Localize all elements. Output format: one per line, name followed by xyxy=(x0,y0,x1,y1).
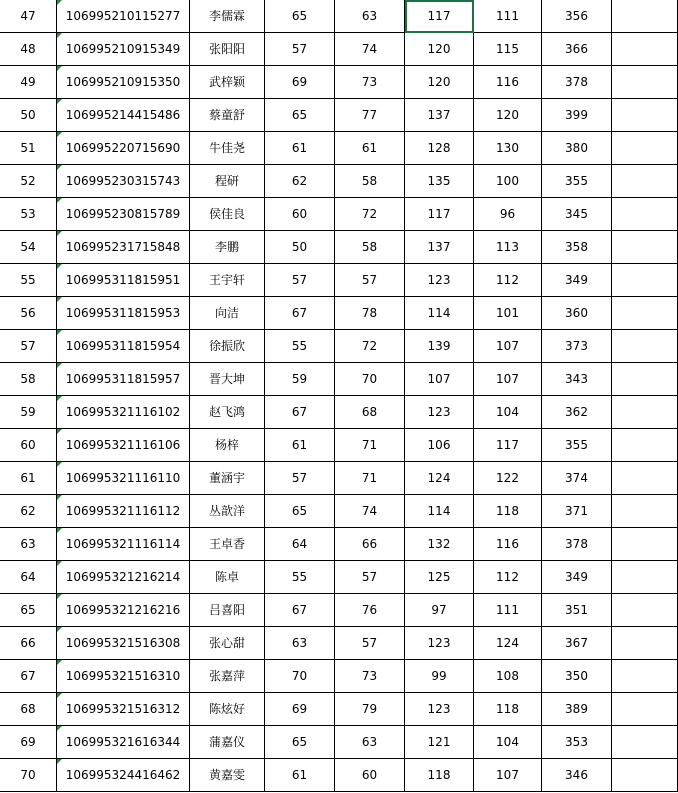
cell-text: 106995311815957 xyxy=(65,372,181,386)
note-cell[interactable] xyxy=(612,66,678,99)
score1-cell[interactable]: 60 xyxy=(265,198,335,231)
note-cell[interactable] xyxy=(612,561,678,594)
score2-cell[interactable]: 72 xyxy=(335,330,405,363)
score3-cell[interactable]: 121 xyxy=(405,726,474,759)
row-number-cell[interactable]: 56 xyxy=(0,297,57,330)
score1-cell[interactable]: 59 xyxy=(265,363,335,396)
table-row xyxy=(0,66,678,99)
table-row xyxy=(0,99,678,132)
score3-cell[interactable]: 123 xyxy=(405,693,474,726)
row-number-cell[interactable]: 69 xyxy=(0,726,57,759)
name-cell[interactable]: 张阳阳 xyxy=(190,33,265,66)
score2-cell[interactable]: 71 xyxy=(335,429,405,462)
score3-cell[interactable]: 97 xyxy=(405,594,474,627)
score3-cell[interactable]: 117 xyxy=(405,0,474,33)
exam-id-cell[interactable] xyxy=(57,264,190,297)
name-cell[interactable]: 王卓香 xyxy=(190,528,265,561)
total-cell[interactable]: 345 xyxy=(542,198,612,231)
score3-cell[interactable]: 132 xyxy=(405,528,474,561)
note-cell[interactable] xyxy=(612,726,678,759)
score3-cell[interactable]: 124 xyxy=(405,462,474,495)
table-row xyxy=(0,330,678,363)
score4-cell[interactable]: 118 xyxy=(474,693,542,726)
score4-cell[interactable]: 118 xyxy=(474,495,542,528)
score2-cell[interactable]: 72 xyxy=(335,198,405,231)
name-cell[interactable]: 晋大坤 xyxy=(190,363,265,396)
error-indicator-icon xyxy=(57,231,62,236)
cell-text: 106995230815789 xyxy=(65,207,181,221)
name-cell[interactable]: 赵飞鸿 xyxy=(190,396,265,429)
exam-id-cell[interactable] xyxy=(57,561,190,594)
score1-cell[interactable]: 61 xyxy=(265,132,335,165)
score1-cell[interactable]: 67 xyxy=(265,594,335,627)
cell-text: 106995214415486 xyxy=(65,108,181,122)
error-indicator-icon xyxy=(57,264,62,269)
error-indicator-icon xyxy=(57,33,62,38)
exam-id-cell[interactable] xyxy=(57,660,190,693)
table-row xyxy=(0,627,678,660)
score4-cell[interactable]: 130 xyxy=(474,132,542,165)
row-number-cell[interactable]: 48 xyxy=(0,33,57,66)
score3-cell[interactable]: 139 xyxy=(405,330,474,363)
row-number-cell[interactable]: 52 xyxy=(0,165,57,198)
cell-text: 106995231715848 xyxy=(65,240,181,254)
total-cell[interactable]: 346 xyxy=(542,759,612,792)
score4-cell[interactable]: 115 xyxy=(474,33,542,66)
name-cell[interactable]: 董涵宇 xyxy=(190,462,265,495)
score4-cell[interactable]: 117 xyxy=(474,429,542,462)
cell-text: 106995321116114 xyxy=(65,537,181,551)
exam-id-cell[interactable] xyxy=(57,495,190,528)
score4-cell[interactable]: 111 xyxy=(474,0,542,33)
score3-cell[interactable]: 118 xyxy=(405,759,474,792)
score1-cell[interactable]: 61 xyxy=(265,429,335,462)
score2-cell[interactable]: 78 xyxy=(335,297,405,330)
error-indicator-icon xyxy=(57,561,62,566)
row-number-cell[interactable]: 49 xyxy=(0,66,57,99)
score2-cell[interactable]: 73 xyxy=(335,660,405,693)
exam-id-cell[interactable] xyxy=(57,594,190,627)
score4-cell[interactable]: 100 xyxy=(474,165,542,198)
row-number-cell[interactable]: 67 xyxy=(0,660,57,693)
cell-text: 106995321516308 xyxy=(65,636,181,650)
name-cell[interactable]: 武梓颖 xyxy=(190,66,265,99)
total-cell[interactable]: 358 xyxy=(542,231,612,264)
name-cell[interactable]: 陈卓 xyxy=(190,561,265,594)
score3-cell[interactable]: 123 xyxy=(405,627,474,660)
table-row xyxy=(0,165,678,198)
table-row xyxy=(0,429,678,462)
row-number-cell[interactable]: 64 xyxy=(0,561,57,594)
row-number-cell[interactable]: 61 xyxy=(0,462,57,495)
row-number-cell[interactable]: 55 xyxy=(0,264,57,297)
row-number-cell[interactable]: 50 xyxy=(0,99,57,132)
error-indicator-icon xyxy=(57,363,62,368)
name-cell[interactable]: 侯佳良 xyxy=(190,198,265,231)
total-cell[interactable]: 371 xyxy=(542,495,612,528)
total-cell[interactable]: 374 xyxy=(542,462,612,495)
exam-id-cell[interactable] xyxy=(57,363,190,396)
row-number-cell[interactable]: 70 xyxy=(0,759,57,792)
cell-text: 106995321616344 xyxy=(65,735,181,749)
score1-cell[interactable]: 57 xyxy=(265,33,335,66)
score4-cell[interactable]: 113 xyxy=(474,231,542,264)
name-cell[interactable]: 程研 xyxy=(190,165,265,198)
score4-cell[interactable]: 101 xyxy=(474,297,542,330)
table-row xyxy=(0,759,678,792)
exam-id-cell[interactable] xyxy=(57,33,190,66)
score1-cell[interactable]: 50 xyxy=(265,231,335,264)
cell-text: 106995311815951 xyxy=(65,273,181,287)
score1-cell[interactable]: 57 xyxy=(265,264,335,297)
score3-cell[interactable]: 123 xyxy=(405,264,474,297)
cell-text: 106995210915349 xyxy=(65,42,181,56)
table-row xyxy=(0,198,678,231)
score3-cell[interactable]: 137 xyxy=(405,99,474,132)
error-indicator-icon xyxy=(57,660,62,665)
score1-cell[interactable]: 70 xyxy=(265,660,335,693)
error-indicator-icon xyxy=(57,462,62,467)
exam-id-cell[interactable] xyxy=(57,627,190,660)
exam-id-cell[interactable] xyxy=(57,330,190,363)
score1-cell[interactable]: 55 xyxy=(265,561,335,594)
table-row xyxy=(0,528,678,561)
row-number-cell[interactable]: 58 xyxy=(0,363,57,396)
exam-id-cell[interactable] xyxy=(57,231,190,264)
note-cell[interactable] xyxy=(612,594,678,627)
table-row xyxy=(0,594,678,627)
score1-cell[interactable]: 65 xyxy=(265,0,335,33)
total-cell[interactable]: 380 xyxy=(542,132,612,165)
score1-cell[interactable]: 63 xyxy=(265,627,335,660)
row-number-cell[interactable]: 63 xyxy=(0,528,57,561)
cell-text: 106995210115277 xyxy=(65,9,181,23)
cell-text: 106995311815953 xyxy=(65,306,181,320)
table-row xyxy=(0,396,678,429)
name-cell[interactable]: 吕喜阳 xyxy=(190,594,265,627)
score3-cell[interactable]: 99 xyxy=(405,660,474,693)
cell-text: 106995321116110 xyxy=(65,471,181,485)
note-cell[interactable] xyxy=(612,363,678,396)
cell-text: 106995210915350 xyxy=(65,75,181,89)
score2-cell[interactable]: 58 xyxy=(335,165,405,198)
score4-cell[interactable]: 120 xyxy=(474,99,542,132)
total-cell[interactable]: 353 xyxy=(542,726,612,759)
score3-cell[interactable]: 120 xyxy=(405,66,474,99)
table-row xyxy=(0,297,678,330)
score4-cell[interactable]: 108 xyxy=(474,660,542,693)
score2-cell[interactable]: 74 xyxy=(335,495,405,528)
name-cell[interactable]: 张嘉萍 xyxy=(190,660,265,693)
score2-cell[interactable]: 73 xyxy=(335,66,405,99)
note-cell[interactable] xyxy=(612,264,678,297)
score3-cell[interactable]: 120 xyxy=(405,33,474,66)
table-row xyxy=(0,264,678,297)
exam-id-cell[interactable] xyxy=(57,462,190,495)
name-cell[interactable]: 蒲嘉仪 xyxy=(190,726,265,759)
name-cell[interactable]: 牛佳尧 xyxy=(190,132,265,165)
name-cell[interactable]: 杨梓 xyxy=(190,429,265,462)
total-cell[interactable]: 349 xyxy=(542,264,612,297)
total-cell[interactable]: 389 xyxy=(542,693,612,726)
error-indicator-icon xyxy=(57,528,62,533)
score4-cell[interactable]: 116 xyxy=(474,66,542,99)
note-cell[interactable] xyxy=(612,33,678,66)
row-number-cell[interactable]: 51 xyxy=(0,132,57,165)
row-number-cell[interactable]: 65 xyxy=(0,594,57,627)
note-cell[interactable] xyxy=(612,330,678,363)
name-cell[interactable]: 丛歆洋 xyxy=(190,495,265,528)
row-number-cell[interactable]: 68 xyxy=(0,693,57,726)
score2-cell[interactable]: 57 xyxy=(335,627,405,660)
exam-id-cell[interactable] xyxy=(57,396,190,429)
score3-cell[interactable]: 114 xyxy=(405,495,474,528)
exam-id-cell[interactable] xyxy=(57,528,190,561)
score3-cell[interactable]: 114 xyxy=(405,297,474,330)
cell-text: 106995311815954 xyxy=(65,339,181,353)
name-cell[interactable]: 徐振欣 xyxy=(190,330,265,363)
error-indicator-icon xyxy=(57,759,62,764)
table-row xyxy=(0,363,678,396)
score2-cell[interactable]: 60 xyxy=(335,759,405,792)
error-indicator-icon xyxy=(57,66,62,71)
total-cell[interactable]: 343 xyxy=(542,363,612,396)
row-number-cell[interactable]: 47 xyxy=(0,0,57,33)
total-cell[interactable]: 378 xyxy=(542,528,612,561)
table-row xyxy=(0,693,678,726)
error-indicator-icon xyxy=(57,165,62,170)
note-cell[interactable] xyxy=(612,462,678,495)
score1-cell[interactable]: 69 xyxy=(265,693,335,726)
score2-cell[interactable]: 61 xyxy=(335,132,405,165)
error-indicator-icon xyxy=(57,132,62,137)
note-cell[interactable] xyxy=(612,627,678,660)
note-cell[interactable] xyxy=(612,198,678,231)
error-indicator-icon xyxy=(57,726,62,731)
row-number-cell[interactable]: 62 xyxy=(0,495,57,528)
table-row xyxy=(0,660,678,693)
score4-cell[interactable]: 107 xyxy=(474,759,542,792)
score3-cell[interactable]: 117 xyxy=(405,198,474,231)
exam-id-cell[interactable] xyxy=(57,429,190,462)
score4-cell[interactable]: 104 xyxy=(474,726,542,759)
score1-cell[interactable]: 69 xyxy=(265,66,335,99)
error-indicator-icon xyxy=(57,198,62,203)
exam-id-cell[interactable] xyxy=(57,693,190,726)
error-indicator-icon xyxy=(57,594,62,599)
note-cell[interactable] xyxy=(612,231,678,264)
table-row xyxy=(0,33,678,66)
exam-id-cell[interactable] xyxy=(57,0,190,33)
score3-cell[interactable]: 107 xyxy=(405,363,474,396)
error-indicator-icon xyxy=(57,330,62,335)
score1-cell[interactable]: 55 xyxy=(265,330,335,363)
score1-cell[interactable]: 62 xyxy=(265,165,335,198)
exam-id-cell[interactable] xyxy=(57,198,190,231)
name-cell[interactable]: 李鹏 xyxy=(190,231,265,264)
total-cell[interactable]: 351 xyxy=(542,594,612,627)
score3-cell[interactable]: 123 xyxy=(405,396,474,429)
table-row xyxy=(0,462,678,495)
score3-cell[interactable]: 137 xyxy=(405,231,474,264)
cell-text: 106995230315743 xyxy=(65,174,181,188)
note-cell[interactable] xyxy=(612,693,678,726)
table-row xyxy=(0,231,678,264)
table-row xyxy=(0,495,678,528)
note-cell[interactable] xyxy=(612,759,678,792)
table-row xyxy=(0,561,678,594)
score1-cell[interactable]: 65 xyxy=(265,495,335,528)
note-cell[interactable] xyxy=(612,396,678,429)
score2-cell[interactable]: 74 xyxy=(335,33,405,66)
score3-cell[interactable]: 128 xyxy=(405,132,474,165)
score1-cell[interactable]: 57 xyxy=(265,462,335,495)
name-cell[interactable]: 张心甜 xyxy=(190,627,265,660)
note-cell[interactable] xyxy=(612,132,678,165)
row-number-cell[interactable]: 57 xyxy=(0,330,57,363)
score2-cell[interactable]: 66 xyxy=(335,528,405,561)
score4-cell[interactable]: 111 xyxy=(474,594,542,627)
score4-cell[interactable]: 107 xyxy=(474,330,542,363)
cell-text: 106995321516310 xyxy=(65,669,181,683)
total-cell[interactable]: 362 xyxy=(542,396,612,429)
score2-cell[interactable]: 68 xyxy=(335,396,405,429)
score2-cell[interactable]: 63 xyxy=(335,0,405,33)
score1-cell[interactable]: 61 xyxy=(265,759,335,792)
cell-text: 106995321116106 xyxy=(65,438,181,452)
cell-text: 106995324416462 xyxy=(65,768,181,782)
row-number-cell[interactable]: 59 xyxy=(0,396,57,429)
name-cell[interactable]: 陈炫好 xyxy=(190,693,265,726)
table-row xyxy=(0,0,678,33)
note-cell[interactable] xyxy=(612,660,678,693)
error-indicator-icon xyxy=(57,495,62,500)
cell-text: 106995321516312 xyxy=(65,702,181,716)
total-cell[interactable]: 378 xyxy=(542,66,612,99)
table-row xyxy=(0,726,678,759)
note-cell[interactable] xyxy=(612,0,678,33)
total-cell[interactable]: 350 xyxy=(542,660,612,693)
score2-cell[interactable]: 76 xyxy=(335,594,405,627)
exam-id-cell[interactable] xyxy=(57,165,190,198)
score4-cell[interactable]: 116 xyxy=(474,528,542,561)
error-indicator-icon xyxy=(57,429,62,434)
name-cell[interactable]: 向洁 xyxy=(190,297,265,330)
row-number-cell[interactable]: 60 xyxy=(0,429,57,462)
name-cell[interactable]: 蔡童舒 xyxy=(190,99,265,132)
error-indicator-icon xyxy=(57,627,62,632)
score4-cell[interactable]: 107 xyxy=(474,363,542,396)
score1-cell[interactable]: 65 xyxy=(265,99,335,132)
note-cell[interactable] xyxy=(612,429,678,462)
score2-cell[interactable]: 57 xyxy=(335,561,405,594)
error-indicator-icon xyxy=(57,297,62,302)
total-cell[interactable]: 366 xyxy=(542,33,612,66)
score3-cell[interactable]: 106 xyxy=(405,429,474,462)
score4-cell[interactable]: 96 xyxy=(474,198,542,231)
name-cell[interactable]: 王宇轩 xyxy=(190,264,265,297)
exam-id-cell[interactable] xyxy=(57,132,190,165)
cell-text: 106995220715690 xyxy=(65,141,181,155)
score3-cell[interactable]: 125 xyxy=(405,561,474,594)
total-cell[interactable]: 373 xyxy=(542,330,612,363)
name-cell[interactable]: 黄嘉雯 xyxy=(190,759,265,792)
note-cell[interactable] xyxy=(612,528,678,561)
score1-cell[interactable]: 65 xyxy=(265,726,335,759)
table-row xyxy=(0,132,678,165)
score4-cell[interactable]: 104 xyxy=(474,396,542,429)
note-cell[interactable] xyxy=(612,297,678,330)
exam-id-cell[interactable] xyxy=(57,759,190,792)
cell-text: 106995321216214 xyxy=(65,570,181,584)
score2-cell[interactable]: 63 xyxy=(335,726,405,759)
error-indicator-icon xyxy=(57,0,62,5)
row-number-cell[interactable]: 54 xyxy=(0,231,57,264)
score4-cell[interactable]: 122 xyxy=(474,462,542,495)
row-number-cell[interactable]: 53 xyxy=(0,198,57,231)
total-cell[interactable]: 399 xyxy=(542,99,612,132)
score1-cell[interactable]: 67 xyxy=(265,396,335,429)
row-number-cell[interactable]: 66 xyxy=(0,627,57,660)
score4-cell[interactable]: 112 xyxy=(474,561,542,594)
score3-cell[interactable]: 135 xyxy=(405,165,474,198)
score1-cell[interactable]: 64 xyxy=(265,528,335,561)
total-cell[interactable]: 355 xyxy=(542,165,612,198)
note-cell[interactable] xyxy=(612,165,678,198)
cell-text: 106995321116102 xyxy=(65,405,181,419)
name-cell[interactable]: 李儒霖 xyxy=(190,0,265,33)
error-indicator-icon xyxy=(57,693,62,698)
cell-text: 106995321116112 xyxy=(65,504,181,518)
exam-id-cell[interactable] xyxy=(57,99,190,132)
score1-cell[interactable]: 67 xyxy=(265,297,335,330)
error-indicator-icon xyxy=(57,396,62,401)
total-cell[interactable]: 356 xyxy=(542,0,612,33)
score2-cell[interactable]: 58 xyxy=(335,231,405,264)
score4-cell[interactable]: 124 xyxy=(474,627,542,660)
score2-cell[interactable]: 71 xyxy=(335,462,405,495)
score2-cell[interactable]: 79 xyxy=(335,693,405,726)
score2-cell[interactable]: 70 xyxy=(335,363,405,396)
score2-cell[interactable]: 77 xyxy=(335,99,405,132)
exam-id-cell[interactable] xyxy=(57,726,190,759)
total-cell[interactable]: 355 xyxy=(542,429,612,462)
total-cell[interactable]: 360 xyxy=(542,297,612,330)
total-cell[interactable]: 349 xyxy=(542,561,612,594)
note-cell[interactable] xyxy=(612,99,678,132)
score2-cell[interactable]: 57 xyxy=(335,264,405,297)
score4-cell[interactable]: 112 xyxy=(474,264,542,297)
exam-id-cell[interactable] xyxy=(57,66,190,99)
error-indicator-icon xyxy=(57,99,62,104)
note-cell[interactable] xyxy=(612,495,678,528)
cell-text: 106995321216216 xyxy=(65,603,181,617)
total-cell[interactable]: 367 xyxy=(542,627,612,660)
exam-id-cell[interactable] xyxy=(57,297,190,330)
